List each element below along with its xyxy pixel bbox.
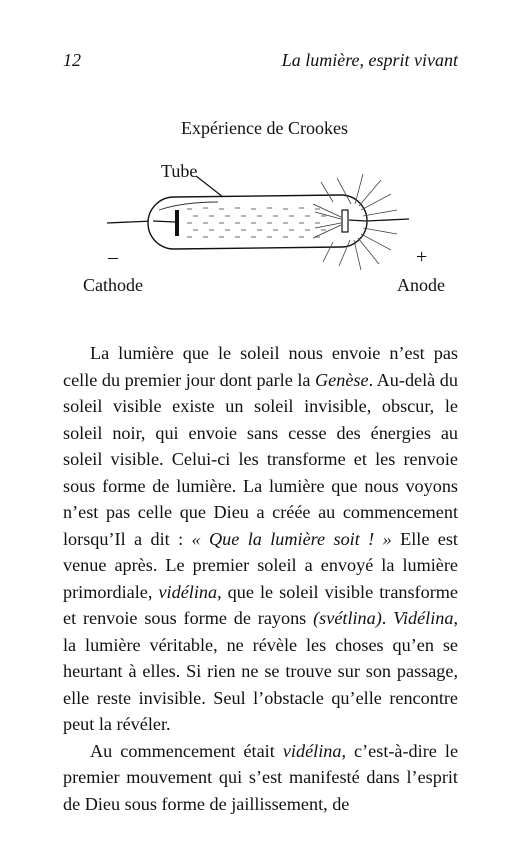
paragraph-1 [63, 340, 458, 738]
p2-text-1: Au commencement était [90, 740, 283, 761]
tube-pointer-line [196, 176, 223, 197]
minus-sign: – [108, 246, 118, 268]
p1-text-4: , que le soleil visible transforme et renvoie sous forme de rayons [63, 581, 458, 628]
page-header [63, 50, 458, 76]
anode-wire [366, 219, 409, 221]
p1-svetlina: (svétlina) [313, 608, 382, 628]
p1-text-3: Elle est venue après. Le premier soleil a envoyé la lumière primordiale, [63, 528, 458, 602]
cathode-plate [175, 210, 179, 236]
plus-sign: + [416, 246, 428, 268]
p1-text-5: . [381, 608, 394, 628]
p1-text-6: , la lumière véritable, ne révèle les choses qu’en se heurtant à elles. Si rien ne se trouve sur son passage, elle reste invisible. Seul l’obstacle qu’elle rencontre peut la révéler. [63, 608, 459, 734]
paragraph-2 [63, 738, 458, 818]
anode-label: Anode [397, 275, 445, 295]
cathode-label: Cathode [83, 275, 143, 295]
body-text [63, 340, 458, 817]
p1-genese: Genèse [315, 369, 369, 390]
tube-label: Tube [161, 161, 198, 181]
p1-text-1: La lumière que le soleil nous envoie n’est pas celle du premier jour dont parle la [63, 343, 458, 390]
crookes-tube-diagram [63, 150, 463, 300]
p1-videlina-1: vidélina [158, 581, 218, 602]
p1-videlina-2: Vidélina [393, 608, 454, 628]
p1-quote: « Que la lumière soit ! » [191, 528, 392, 549]
p2-videlina: vidélina [282, 740, 342, 761]
glass-tube [148, 195, 367, 249]
cathode-wire [107, 221, 153, 223]
p1-text-2: . Au-delà du soleil visible existe un soleil invisible, obscur, le soleil noir, qui envoie sans cesse des énergies au soleil visible. Celui-ci les transforme et les renvoie sous forme de lumière. La lumière que nous voyons n’est pas celle que Dieu a créée au commencement lorsqu’Il a dit : [63, 369, 458, 549]
figure-title: Expérience de Crookes [181, 118, 348, 138]
running-title: La lumière, esprit vivant [281, 50, 458, 70]
p2-text-2: , c’est-à-dire le premier mouvement qui s’est manifesté dans l’esprit de Dieu sous forme de jaillissement, de [63, 740, 459, 814]
page-number: 12 [63, 50, 81, 70]
anode-plate [342, 210, 348, 232]
